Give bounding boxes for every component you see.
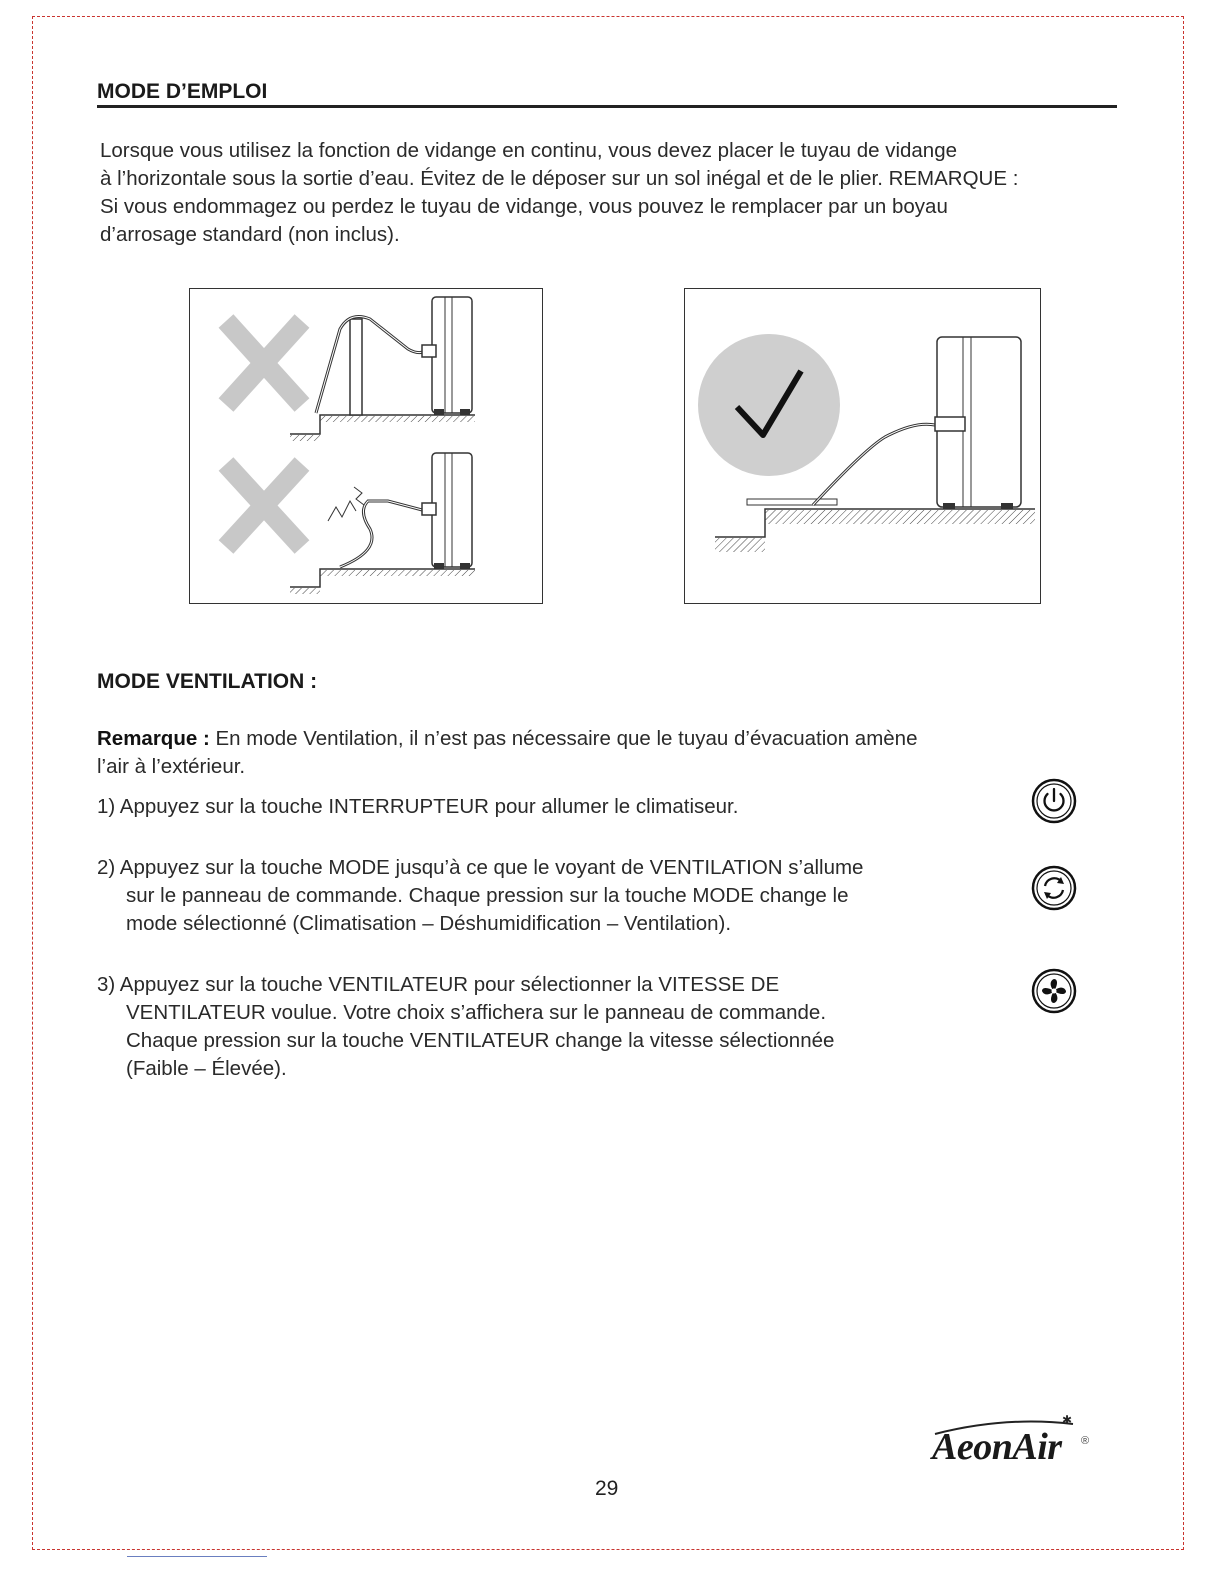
remark-line: l’air à l’extérieur. xyxy=(97,755,246,778)
page-number: 29 xyxy=(595,1477,619,1500)
step-line: sur le panneau de commande. Chaque pression sur la touche MODE change le xyxy=(126,884,849,907)
remark-label: Remarque : xyxy=(97,727,210,750)
registered-mark: ® xyxy=(1081,1435,1090,1447)
paragraph-line: à l’horizontale sous la sortie d’eau. Évitez de le déposer sur un sol inégal et de le plier. REMARQUE : xyxy=(100,167,1019,190)
incorrect-drain-illustration xyxy=(190,289,541,602)
paragraph-line: Si vous endommagez ou perdez le tuyau de vidange, vous pouvez le remplacer par un boyau xyxy=(100,195,948,218)
step-line: 1) Appuyez sur la touche INTERRUPTEUR pour allumer le climatiseur. xyxy=(97,795,739,818)
correct-drain-illustration xyxy=(685,289,1039,602)
kinked-hose-scene xyxy=(290,453,475,594)
paragraph-line: d’arrosage standard (non inclus). xyxy=(100,223,400,246)
cross-mark-icon xyxy=(226,464,302,547)
step-1 xyxy=(97,793,738,821)
step-line: 3) Appuyez sur la touche VENTILATEUR pour sélectionner la VITESSE DE xyxy=(97,973,780,996)
drain-instructions-paragraph xyxy=(100,137,1130,249)
fan-icon xyxy=(1030,967,1078,1015)
bottom-link-underline xyxy=(127,1556,267,1557)
step-line: VENTILATEUR voulue. Votre choix s’affichera sur le panneau de commande. xyxy=(126,1001,827,1024)
mode-cycle-icon xyxy=(1030,864,1078,912)
section-title-mode-emploi: MODE D’EMPLOI xyxy=(97,80,268,103)
checkmark-icon xyxy=(698,334,840,476)
svg-text:✱: ✱ xyxy=(1062,1413,1073,1427)
cross-mark-icon xyxy=(226,321,302,405)
step-3 xyxy=(97,971,834,1083)
logo-wordmark: AeonAir xyxy=(932,1426,1062,1468)
section-title-mode-ventilation: MODE VENTILATION : xyxy=(97,670,318,693)
remark-line xyxy=(97,725,917,753)
paragraph-line: Lorsque vous utilisez la fonction de vidange en continu, vous devez placer le tuyau de vidange xyxy=(100,139,958,162)
incorrect-drain-figure xyxy=(189,288,543,604)
step-line: 2) Appuyez sur la touche MODE jusqu’à ce que le voyant de VENTILATION s’allume xyxy=(97,856,864,879)
aeonair-logo xyxy=(925,1410,1095,1470)
step-line: Chaque pression sur la touche VENTILATEUR change la vitesse sélectionnée xyxy=(126,1029,835,1052)
hose-over-wall-scene xyxy=(290,297,475,441)
title-underline-rule xyxy=(97,105,1117,108)
ventilation-remark xyxy=(97,725,917,781)
step-2 xyxy=(97,854,863,938)
step-line: (Faible – Élevée). xyxy=(126,1057,287,1080)
step-line: mode sélectionné (Climatisation – Déshumidification – Ventilation). xyxy=(126,912,732,935)
remark-text: En mode Ventilation, il n’est pas nécessaire que le tuyau d’évacuation amène xyxy=(209,727,918,750)
correct-drain-figure xyxy=(684,288,1041,604)
power-icon xyxy=(1030,777,1078,825)
